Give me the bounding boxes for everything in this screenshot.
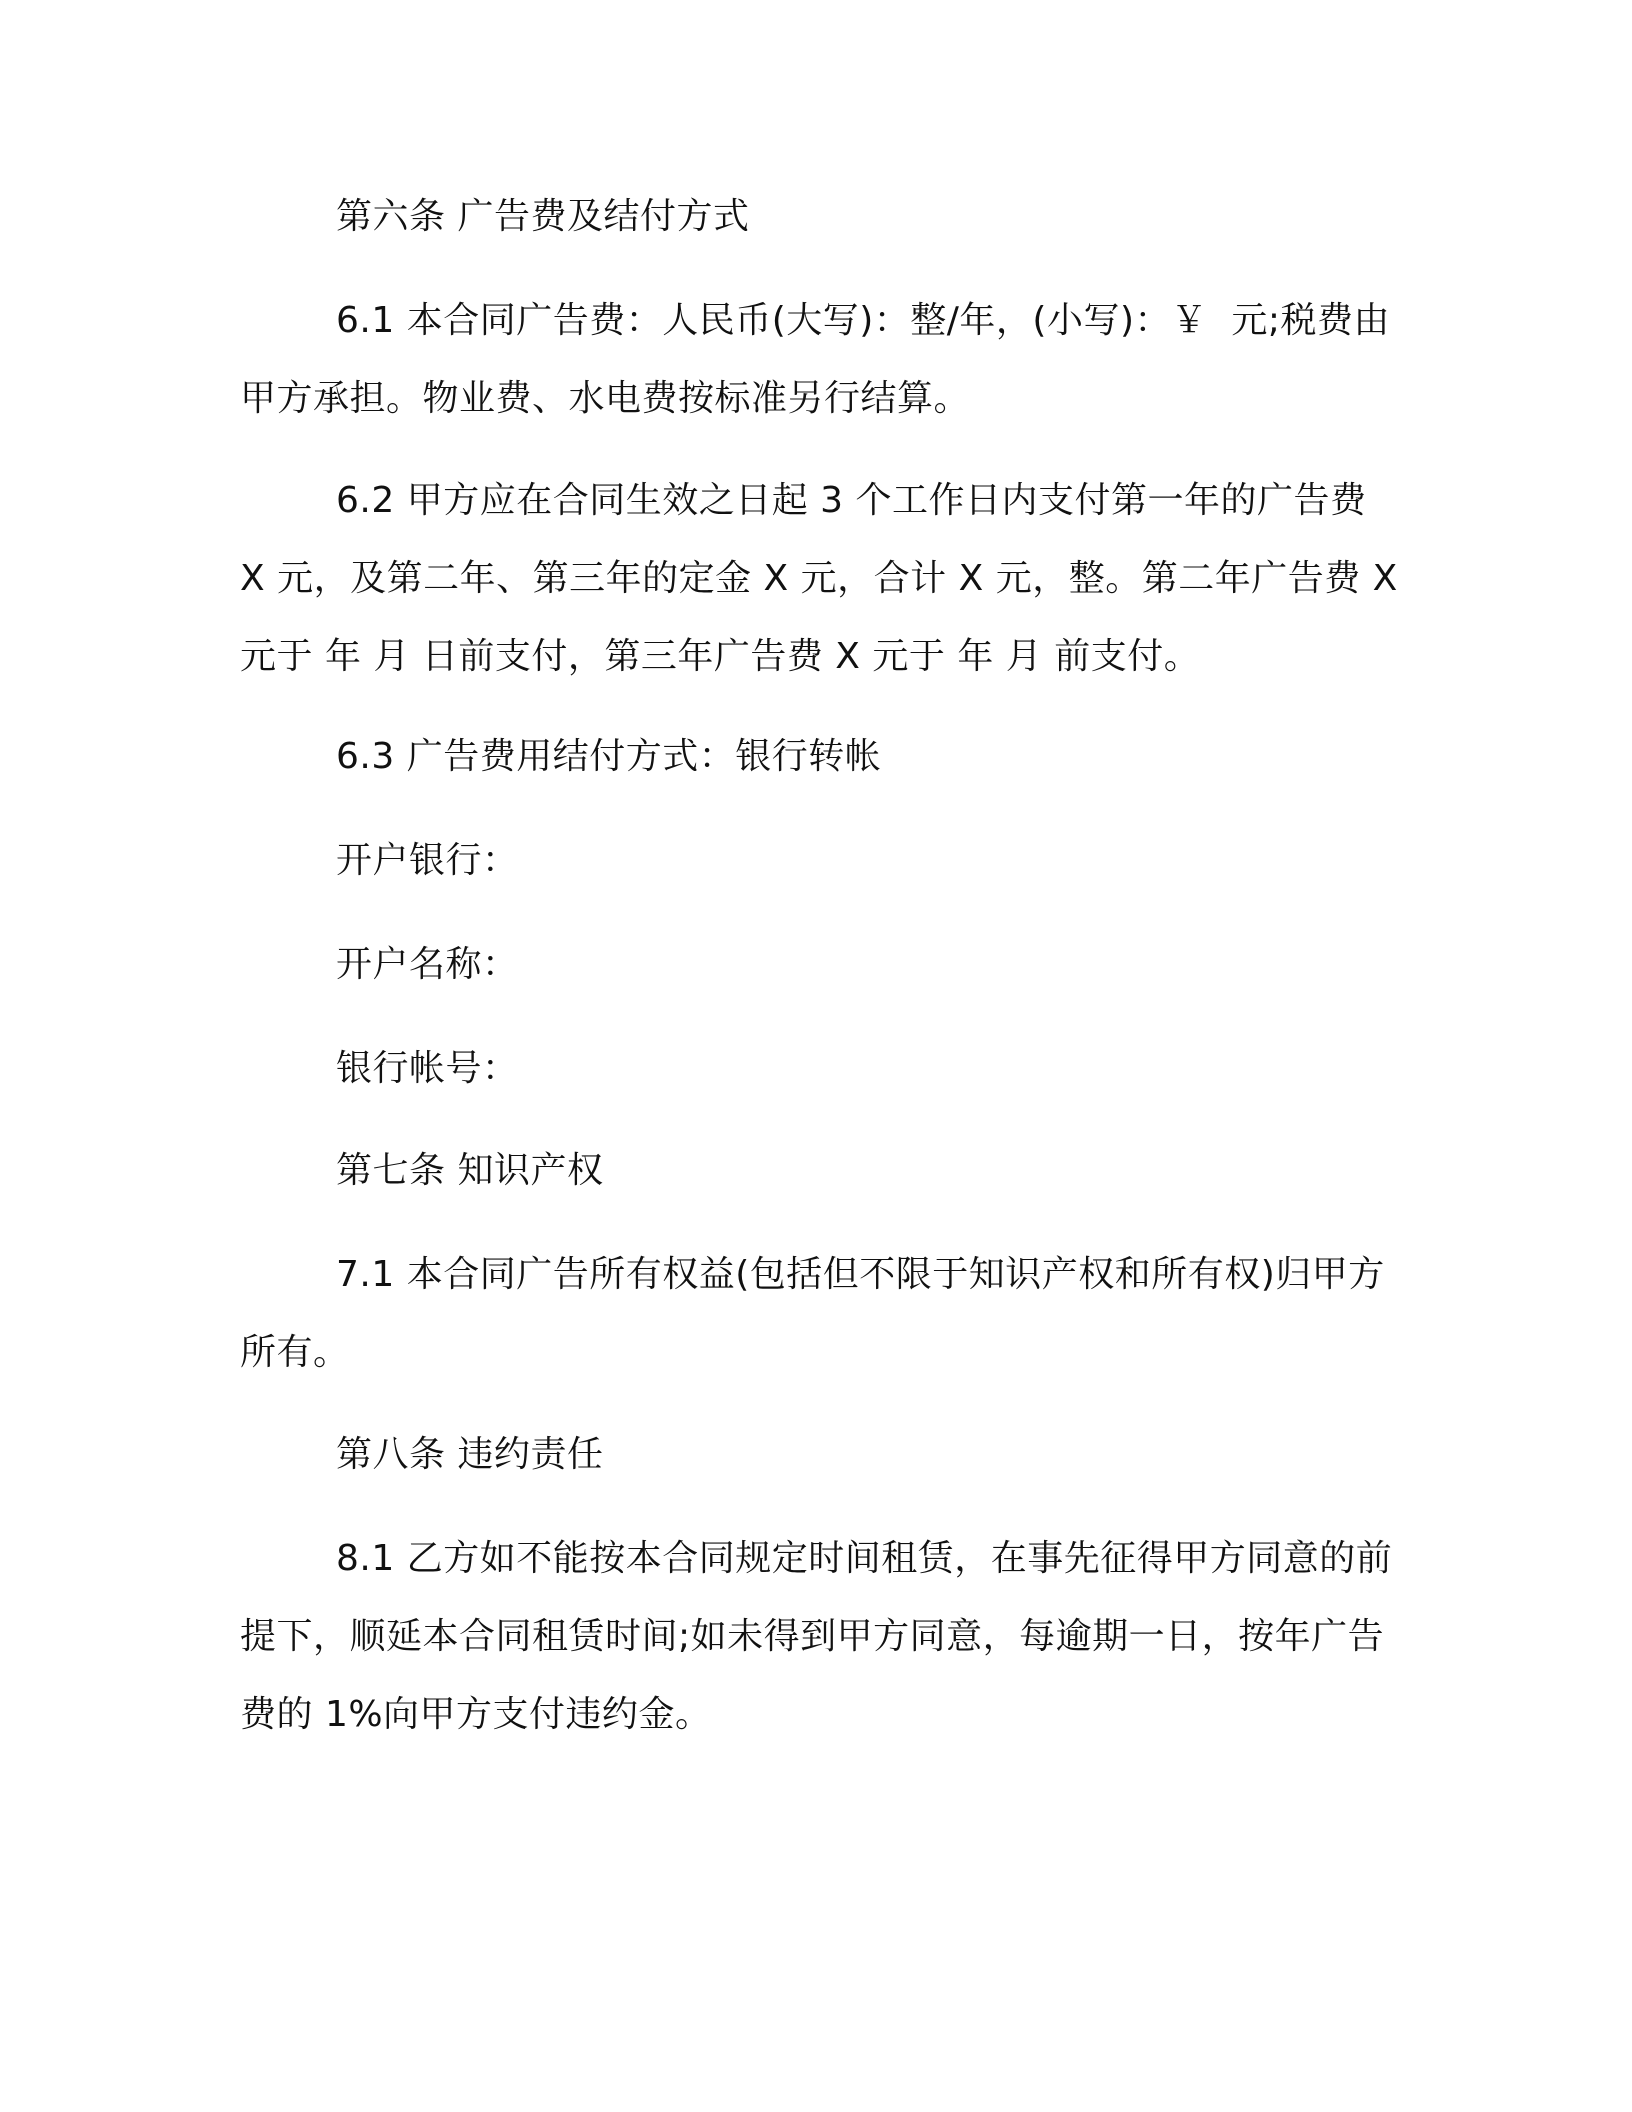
clause-7-1: 7.1 本合同广告所有权益(包括但不限于知识产权和所有权)归甲方所有。 [240,1254,1385,1373]
heading-article-8: 第八条 违约责任 [336,1434,604,1475]
bank-name-label: 开户银行： [336,840,519,881]
heading-article-6: 第六条 广告费及结付方式 [336,196,750,237]
heading-article-7: 第七条 知识产权 [336,1150,604,1191]
account-number-label: 银行帐号： [336,1048,519,1089]
clause-6-2: 6.2 甲方应在合同生效之日起 3 个工作日内支付第一年的广告费 X 元，及第二年、第三年的定金 X 元，合计 X 元，整。第二年广告费 X 元于 年 月 日前支付，第三年广告费 X 元于 年 月 前支付。 [240,480,1410,677]
clause-6-3: 6.3 广告费用结付方式：银行转帐 [336,736,882,777]
clause-6-1: 6.1 本合同广告费：人民币(大写)：整/年，(小写)：￥ 元;税费由甲方承担。物业费、水电费按标准另行结算。 [240,300,1391,419]
account-name-label: 开户名称： [336,944,519,985]
clause-8-1: 8.1 乙方如不能按本合同规定时间租赁，在事先征得甲方同意的前提下，顺延本合同租赁时间;如未得到甲方同意，每逾期一日，按年广告费的 1%向甲方支付违约金。 [240,1538,1393,1735]
